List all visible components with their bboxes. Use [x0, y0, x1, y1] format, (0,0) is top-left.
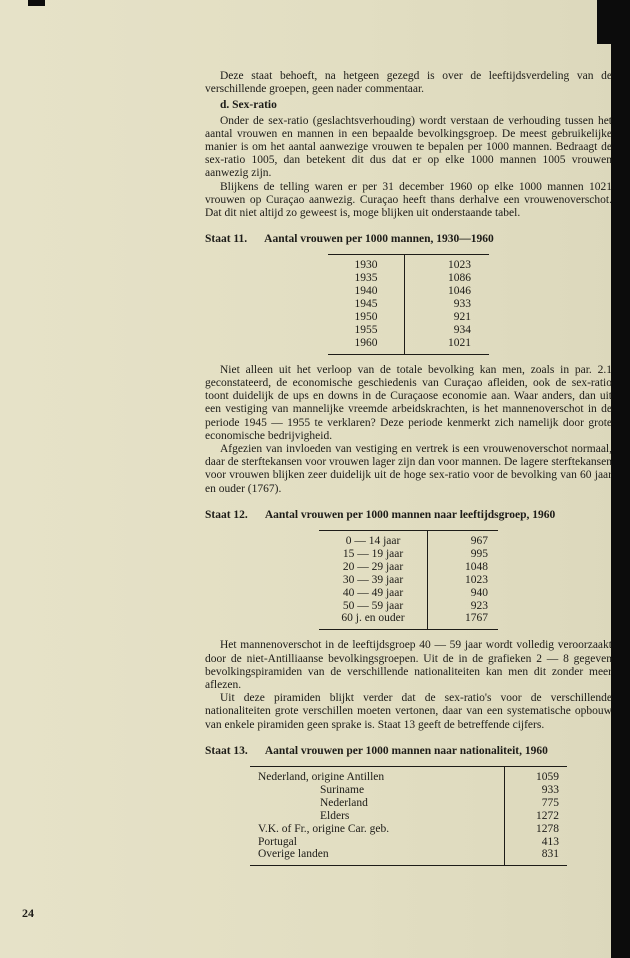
value-cell: 1048 [465, 560, 488, 573]
table-row [328, 324, 489, 337]
value-cell: 923 [470, 599, 488, 612]
table-row [250, 766, 567, 783]
table-row [328, 255, 489, 272]
paragraph-intro: Deze staat behoeft, na hetgeen gezegd is over de leeftijdsverdeling van de verschillende groepen, geen nader commentaar. [205, 70, 612, 96]
value-cell: 1278 [536, 822, 559, 835]
scan-edge-bar [611, 0, 630, 958]
staat11-label: Staat 11. [205, 233, 248, 246]
nationality-cell: Overige landen [250, 848, 505, 865]
value-cell: 1767 [465, 612, 488, 625]
value-cell: 1021 [448, 336, 471, 349]
paragraph-3: Niet alleen uit het verloop van de totale bevolking kan men, zoals in par. 2.1 geconstateerd, de economische geschiedenis van Curaçao afleiden, ook de sex-ratio toont duidelijk de ups en downs in de Curaçaose economie aan. Waar anders, dan uit een vestiging van mannelijke vreemde arbeidskrachten, is het mannenoverschot in de periode 1945 — 1955 te verklaren? Deze periode kenmerkt zich namelijk door grote economische bedrijvigheid. [205, 363, 612, 442]
year-cell: 1945 [328, 298, 405, 311]
value-cell: 933 [453, 298, 471, 311]
staat12-label: Staat 12. [205, 508, 248, 521]
section-heading-sex-ratio: d. Sex-ratio [220, 99, 277, 112]
table-row [319, 548, 498, 561]
value-cell: 967 [470, 535, 488, 548]
table-row [250, 823, 567, 836]
year-cell: 1935 [328, 272, 405, 285]
table-row [328, 285, 489, 298]
table-row [319, 600, 498, 613]
staat12-caption: Aantal vrouwen per 1000 mannen naar leeftijdsgroep, 1960 [264, 508, 556, 521]
staat13-label: Staat 13. [205, 744, 248, 757]
value-cell: 1059 [536, 770, 559, 783]
year-cell: 1950 [328, 311, 405, 324]
nationality-cell: Nederland [250, 797, 505, 810]
age-group-cell: 15 — 19 jaar [319, 548, 428, 561]
staat11-caption: Aantal vrouwen per 1000 mannen, 1930—1960 [264, 233, 494, 246]
value-cell: 921 [453, 311, 471, 324]
value-cell: 831 [541, 848, 559, 861]
value-cell: 940 [470, 586, 488, 599]
nationality-cell: Elders [250, 810, 505, 823]
table-row [328, 298, 489, 311]
table-row [319, 574, 498, 587]
value-cell: 995 [470, 547, 488, 560]
table-row [319, 612, 498, 629]
nationality-cell: Nederland, origine Antillen [250, 766, 505, 783]
staat13-heading [205, 745, 612, 758]
table-row [328, 337, 489, 354]
value-cell: 413 [541, 835, 559, 848]
year-cell: 1955 [328, 324, 405, 337]
scan-artifact-top-left [28, 0, 45, 6]
page-number: 24 [22, 906, 34, 920]
value-cell: 775 [541, 796, 559, 809]
staat12-table [319, 530, 498, 630]
nationality-cell: V.K. of Fr., origine Car. geb. [250, 823, 505, 836]
paragraph-6: Uit deze piramiden blijkt verder dat de sex-ratio's voor de verschillende nationaliteiten grote verschillen moeten vertonen, daar van een systematische opbouw van enkele piramiden geen sprake is. Staat 13 geeft de betreffende cijfers. [205, 692, 612, 731]
year-cell: 1930 [328, 255, 405, 272]
value-cell: 1023 [448, 259, 471, 272]
table-row [250, 836, 567, 849]
staat13-caption: Aantal vrouwen per 1000 mannen naar nationaliteit, 1960 [264, 744, 548, 757]
value-cell: 933 [541, 783, 559, 796]
age-group-cell: 30 — 39 jaar [319, 574, 428, 587]
staat11-heading [205, 233, 612, 246]
nationality-cell: Suriname [250, 784, 505, 797]
age-group-cell: 50 — 59 jaar [319, 600, 428, 613]
table-row [319, 587, 498, 600]
staat12-heading [205, 509, 612, 522]
staat13-table [250, 766, 567, 866]
paragraph-5: Het mannenoverschot in de leeftijdsgroep 40 — 59 jaar wordt volledig veroorzaakt door de niet-Antilliaanse bevolkingsgroepen. Uit de in de grafieken 2 — 8 gegeven bevolkingspiramiden van de verschillende nationaliteiten kan men dit zonder meer aflezen. [205, 639, 612, 691]
paragraph-4: Afgezien van invloeden van vestiging en vertrek is een vrouwenoverschot normaal, daar de sterftekansen voor vrouwen lager zijn dan voor mannen. De lagere sterftekansen voor vrouwen blijken zeer duidelijk uit de hoge sex-ratio voor de bevolking van 60 jaar en ouder (1767). [205, 443, 612, 495]
year-cell: 1940 [328, 285, 405, 298]
value-cell: 1086 [448, 272, 471, 285]
age-group-cell: 0 — 14 jaar [319, 531, 428, 548]
value-cell: 1046 [448, 285, 471, 298]
table-row [319, 531, 498, 548]
year-cell: 1960 [328, 337, 405, 354]
staat11-table [328, 254, 489, 354]
table-row [328, 311, 489, 324]
table-row [328, 272, 489, 285]
table-row [250, 797, 567, 810]
value-cell: 934 [453, 323, 471, 336]
paragraph-1: Onder de sex-ratio (geslachtsverhouding) wordt verstaan de verhouding tussen het aantal vrouwen en mannen in een bepaalde bevolkingsgroep. De meest gebruikelijke manier is om het aantal aanwezige vrouwen te bepalen per 1000 mannen. Bedraagt de sex-ratio 1005, dan betekent dit dus dat er op elke 1000 mannen 1005 vrouwen aanwezig zijn. [205, 114, 612, 180]
paragraph-2: Blijkens de telling waren er per 31 december 1960 op elke 1000 mannen 1021 vrouwen op Curaçao aanwezig. Curaçao heeft thans derhalve een vrouwenoverschot. Dat dit niet altijd zo geweest is, moge blijken uit onderstaande tabel. [205, 180, 612, 220]
nationality-cell: Portugal [250, 836, 505, 849]
table-row [250, 848, 567, 865]
scan-artifact-top-right [597, 0, 630, 44]
age-group-cell: 20 — 29 jaar [319, 561, 428, 574]
table-row [250, 784, 567, 797]
age-group-cell: 60 j. en ouder [319, 612, 428, 629]
value-cell: 1023 [465, 573, 488, 586]
age-group-cell: 40 — 49 jaar [319, 587, 428, 600]
table-row [319, 561, 498, 574]
table-row [250, 810, 567, 823]
text-column [205, 70, 612, 875]
value-cell: 1272 [536, 809, 559, 822]
